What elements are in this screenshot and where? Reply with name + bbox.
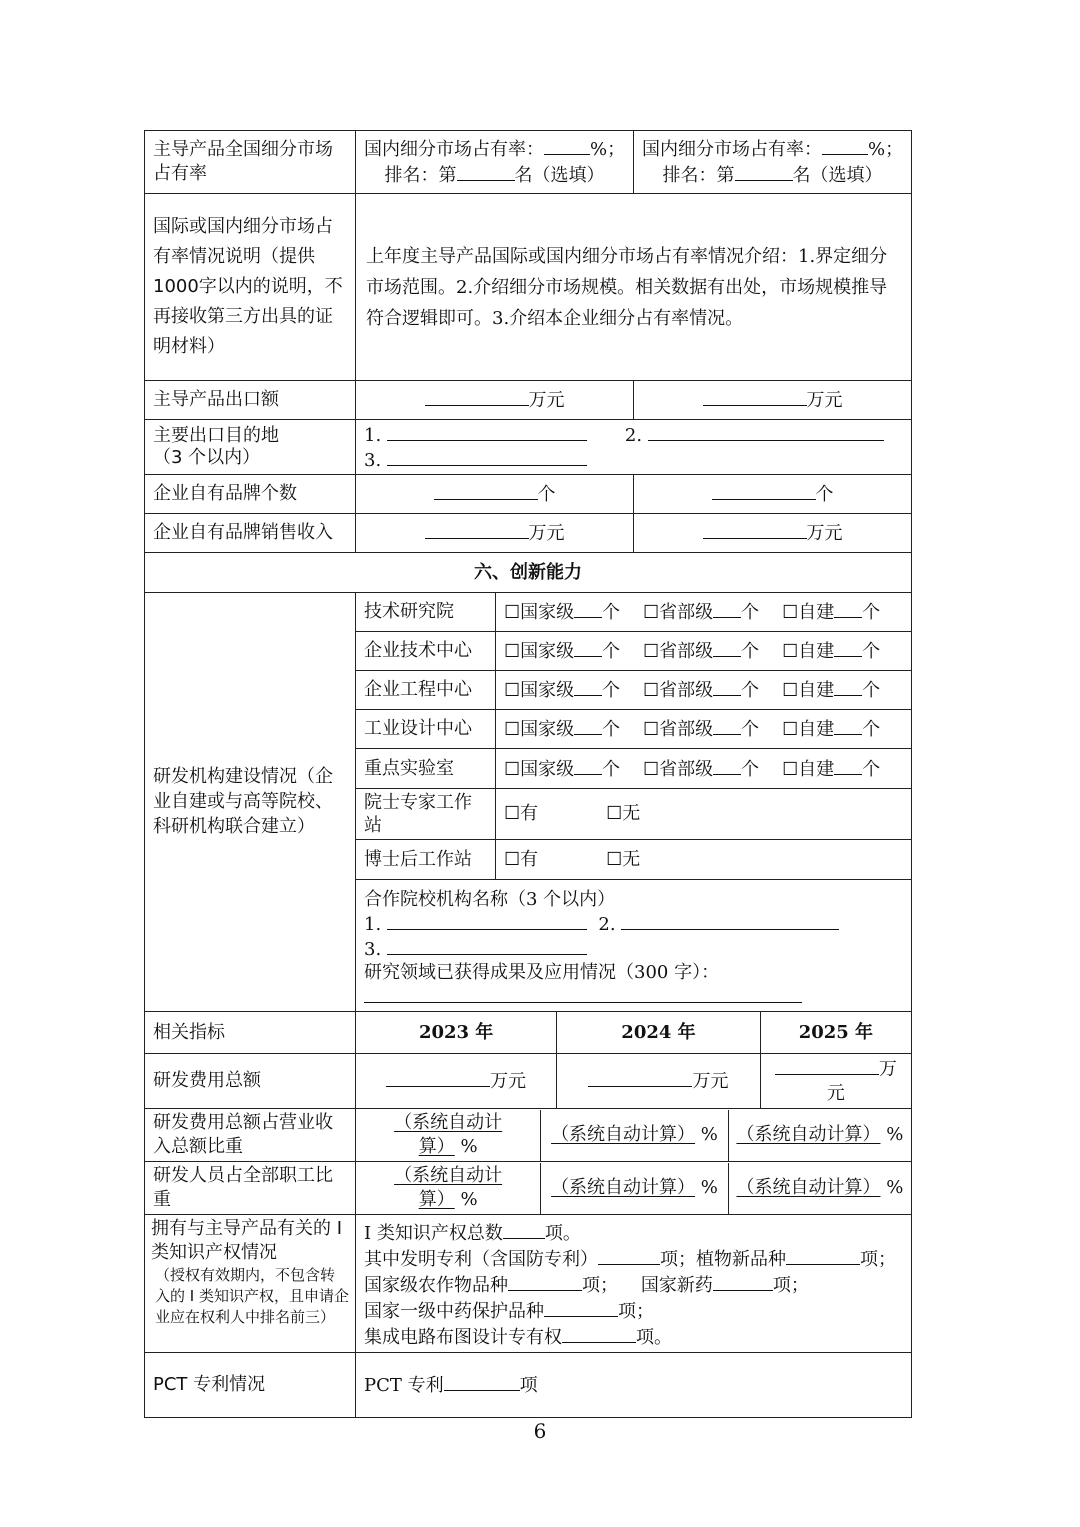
postdoc-label: 博士后工作站 bbox=[356, 840, 496, 880]
rd-org-levels[interactable]: ☐国家级 个 ☐省部级 个 ☐自建 个 bbox=[496, 749, 912, 789]
rd-org-levels[interactable]: ☐国家级 个 ☐省部级 个 ☐自建 个 bbox=[496, 593, 912, 632]
market-share-label: 主导产品全国细分市场占有率 bbox=[145, 131, 356, 194]
application-form-table bbox=[144, 130, 912, 1418]
brands-row bbox=[145, 475, 912, 514]
rd-org-levels[interactable]: ☐国家级 个 ☐省部级 个 ☐自建 个 bbox=[496, 671, 912, 710]
market-share-left[interactable]: 国内细分市场占有率： %； 排名：第 名（选填） bbox=[356, 131, 634, 194]
rd-expense-values bbox=[356, 1054, 912, 1109]
rd-expense-2023[interactable]: 万元 bbox=[356, 1054, 557, 1108]
staff-ratio-2025[interactable]: （系统自动计算） % bbox=[736, 1177, 904, 1198]
brand-sales-value-right[interactable]: 万元 bbox=[634, 514, 912, 553]
rd-org-levels[interactable]: ☐国家级 个 ☐省部级 个 ☐自建 个 bbox=[496, 710, 912, 749]
rd-ratio-2023[interactable]: （系统自动计 算） % bbox=[356, 1110, 541, 1161]
indicators-header-row bbox=[145, 1012, 912, 1054]
ip-label-main: 拥有与主导产品有关的 I 类知识产权情况 bbox=[151, 1218, 343, 1263]
market-share-right[interactable]: 国内细分市场占有率： %； 排名：第 名（选填） bbox=[634, 131, 912, 194]
yes-checkbox[interactable]: ☐有 bbox=[504, 848, 539, 870]
market-desc-row bbox=[145, 194, 912, 381]
market-desc-text[interactable]: 上年度主导产品国际或国内细分市场占有率情况介绍：1.界定细分市场范围。2.介绍细分市场规模。相关数据有出处，市场规模推导符合逻辑即可。3.介绍本企业细分占有率情况。 bbox=[356, 194, 912, 381]
indicators-label: 相关指标 bbox=[145, 1012, 356, 1054]
staff-ratio-row bbox=[145, 1162, 912, 1215]
ip-label-note: （授权有效期内，不包含转入的 I 类知识产权，且申请企业应在权利人中排名前三） bbox=[155, 1266, 349, 1326]
no-checkbox[interactable]: ☐无 bbox=[606, 803, 641, 824]
rd-expense-2024[interactable]: 万元 bbox=[557, 1054, 760, 1108]
ip-row bbox=[145, 1215, 912, 1353]
rd-org-name: 企业工程中心 bbox=[356, 671, 496, 710]
ip-label-cell bbox=[145, 1215, 356, 1353]
brand-sales-value-left[interactable]: 万元 bbox=[356, 514, 634, 553]
pct-label: PCT 专利情况 bbox=[145, 1353, 356, 1418]
rd-org-name: 技术研究院 bbox=[356, 593, 496, 632]
academician-label: 院士专家工作站 bbox=[356, 789, 496, 840]
export-value-left[interactable]: 万元 bbox=[356, 381, 634, 420]
year-2025: 2025 年 bbox=[798, 1021, 874, 1043]
page-number: 6 bbox=[533, 1419, 547, 1443]
coop-cell[interactable]: 合作院校机构名称（3 个以内） 1. 2. 3. 研究领域已获得成果及应用情况（300 字）： bbox=[356, 880, 912, 1012]
market-share-row bbox=[145, 131, 912, 194]
rd-ratio-label: 研发费用总额占营业收入总额比重 bbox=[145, 1109, 356, 1162]
yes-checkbox[interactable]: ☐有 bbox=[504, 803, 539, 824]
rd-org-name: 工业设计中心 bbox=[356, 710, 496, 749]
no-checkbox[interactable]: ☐无 bbox=[606, 848, 641, 870]
brand-sales-label: 企业自有品牌销售收入 bbox=[145, 514, 356, 553]
section-six-row bbox=[145, 553, 912, 593]
year-2024: 2024 年 bbox=[557, 1012, 760, 1053]
export-value-right[interactable]: 万元 bbox=[634, 381, 912, 420]
academician-options[interactable] bbox=[496, 789, 912, 840]
rd-org-row bbox=[145, 593, 912, 632]
rd-expense-row bbox=[145, 1054, 912, 1109]
ip-values[interactable]: I 类知识产权总数 项。 其中发明专利（含国防专利） 项；植物新品种 项； 国家级农作物品种 项； 国家新药 项； 国家一级中药保护品种 项； 集成电路布图设计专有权 项。 bbox=[356, 1215, 912, 1353]
years-header bbox=[356, 1012, 912, 1054]
rd-ratio-values bbox=[356, 1109, 912, 1162]
export-label: 主导产品出口额 bbox=[145, 381, 356, 420]
pct-row bbox=[145, 1353, 912, 1418]
rd-org-name: 企业技术中心 bbox=[356, 632, 496, 671]
rd-expense-2025[interactable]: 万元 bbox=[760, 1054, 911, 1108]
staff-ratio-label: 研发人员占全部职工比重 bbox=[145, 1162, 356, 1215]
market-desc-label: 国际或国内细分市场占有率情况说明（提供1000字以内的说明，不再接收第三方出具的证明材料） bbox=[145, 194, 356, 381]
section-six-title: 六、创新能力 bbox=[145, 553, 912, 593]
rd-ratio-2025[interactable]: （系统自动计算） % bbox=[736, 1124, 904, 1145]
rd-ratio-2024[interactable]: （系统自动计算） % bbox=[541, 1110, 728, 1161]
rd-org-levels[interactable]: ☐国家级 个 ☐省部级 个 ☐自建 个 bbox=[496, 632, 912, 671]
staff-ratio-2024[interactable]: （系统自动计算） % bbox=[541, 1163, 728, 1214]
brand-sales-row bbox=[145, 514, 912, 553]
rd-expense-label: 研发费用总额 bbox=[145, 1054, 356, 1109]
rd-org-name: 重点实验室 bbox=[356, 749, 496, 789]
coop-results: 研究领域已获得成果及应用情况（300 字）： bbox=[364, 962, 720, 983]
destinations-row bbox=[145, 420, 912, 475]
destinations-label: 主要出口目的地 （3 个以内） bbox=[145, 420, 356, 475]
staff-ratio-values bbox=[356, 1162, 912, 1215]
pct-value[interactable]: PCT 专利 项 bbox=[356, 1353, 912, 1418]
rd-institutions-label: 研发机构建设情况（企业自建或与高等院校、科研机构联合建立） bbox=[145, 593, 356, 1012]
coop-title: 合作院校机构名称（3 个以内） bbox=[364, 889, 616, 910]
destinations-values[interactable]: 1. 2. 3. bbox=[356, 420, 912, 475]
rd-ratio-row bbox=[145, 1109, 912, 1162]
brands-value-left[interactable]: 个 bbox=[356, 475, 634, 514]
year-2023: 2023 年 bbox=[356, 1012, 557, 1053]
export-row bbox=[145, 381, 912, 420]
postdoc-options[interactable] bbox=[496, 840, 912, 880]
staff-ratio-2023[interactable]: （系统自动计 算） % bbox=[356, 1163, 541, 1214]
brands-label: 企业自有品牌个数 bbox=[145, 475, 356, 514]
brands-value-right[interactable]: 个 bbox=[634, 475, 912, 514]
